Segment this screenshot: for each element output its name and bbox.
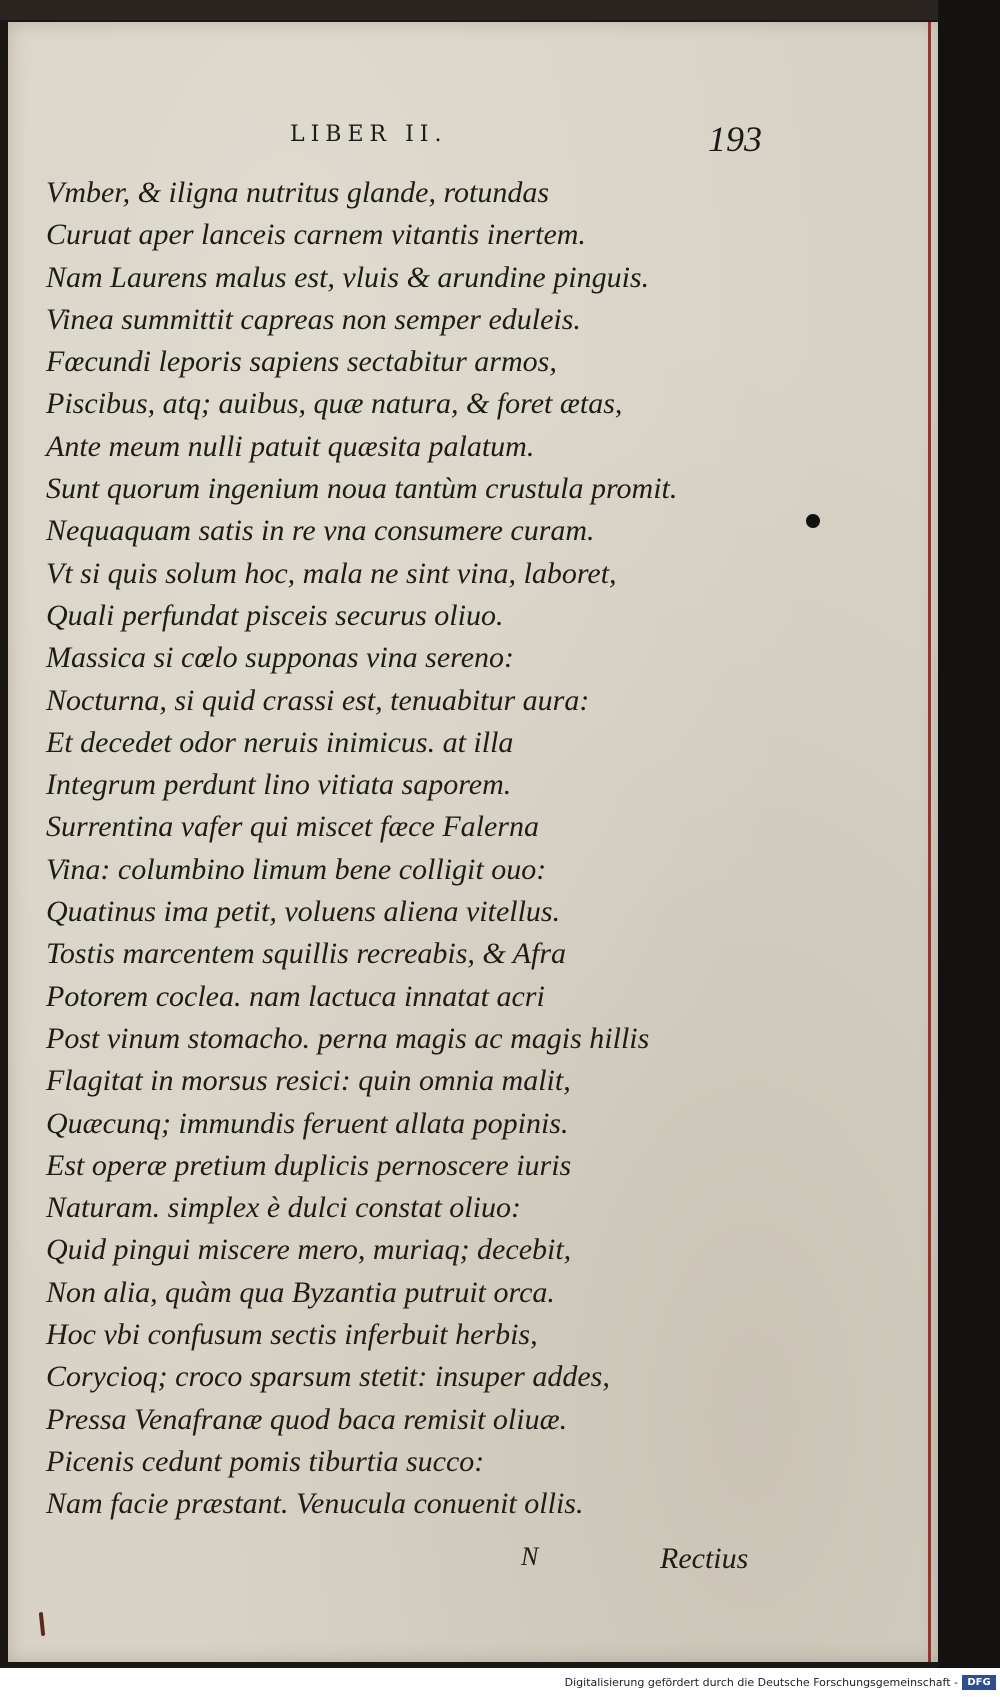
verse-line: Corycioq; croco sparsum stetit: insuper addes, bbox=[46, 1360, 610, 1394]
scan-right-edge bbox=[938, 0, 1000, 1668]
verse-line: Nam facie præstant. Venucula conuenit ollis. bbox=[46, 1487, 584, 1521]
catchword: Rectius bbox=[660, 1542, 749, 1575]
verse-line: Vinea summittit capreas non semper eduleis. bbox=[46, 302, 581, 336]
verse-line: Quali perfundat pisceis securus oliuo. bbox=[46, 598, 504, 632]
verse-line: Integrum perdunt lino vitiata saporem. bbox=[46, 768, 512, 802]
verse-line: Pressa Venafranæ quod baca remisit oliuæ. bbox=[46, 1402, 568, 1436]
page-footer bbox=[8, 1542, 938, 1586]
verse-line: Quatinus ima petit, voluens aliena vitellus. bbox=[46, 895, 561, 929]
verse-line: Ante meum nulli patuit quæsita palatum. bbox=[46, 429, 535, 463]
verse-line: Fœcundi leporis sapiens sectabitur armos, bbox=[46, 345, 557, 379]
verse-line: Et decedet odor neruis inimicus. at illa bbox=[46, 725, 514, 759]
margin-mark bbox=[39, 1612, 45, 1636]
verse-line: Post vinum stomacho. perna magis ac magis hillis bbox=[46, 1021, 650, 1055]
verse-line: Vmber, & iligna nutritus glande, rotundas bbox=[46, 176, 550, 209]
verse-line: Hoc vbi confusum sectis inferbuit herbis, bbox=[46, 1318, 538, 1352]
scan-top-edge bbox=[0, 0, 1000, 20]
ink-dot bbox=[806, 514, 820, 528]
signature-mark: N bbox=[521, 1542, 539, 1571]
credit-text: Digitalisierung gefördert durch die Deutsche Forschungsgemeinschaft - bbox=[564, 1676, 958, 1689]
verse-line: Nam Laurens malus est, vluis & arundine pinguis. bbox=[46, 260, 650, 294]
verse-line: Curuat aper lanceis carnem vitantis inertem. bbox=[46, 218, 586, 252]
verse-line: Est operæ pretium duplicis pernoscere iuris bbox=[46, 1148, 572, 1182]
verse-line: Quæcunq; immundis feruent allata popinis. bbox=[46, 1106, 569, 1140]
page-edge-line bbox=[928, 22, 931, 1662]
page-header bbox=[8, 119, 938, 162]
verse-line: Potorem coclea. nam lactuca innatat acri bbox=[46, 979, 545, 1013]
dfg-logo: DFG bbox=[962, 1675, 996, 1690]
verse-line: Flagitat in morsus resici: quin omnia malit, bbox=[46, 1064, 571, 1098]
verse-block bbox=[46, 172, 926, 1526]
verse-line: Nocturna, si quid crassi est, tenuabitur aura: bbox=[46, 683, 590, 717]
verse-line: Surrentina vafer qui miscet fæce Falerna bbox=[46, 810, 539, 844]
verse-line: Picenis cedunt pomis tiburtia succo: bbox=[46, 1444, 485, 1478]
book-page bbox=[8, 22, 938, 1662]
verse-line: Vina: columbino limum bene colligit ouo: bbox=[46, 852, 547, 886]
credit-bar bbox=[0, 1668, 1000, 1697]
running-head: LIBER II. bbox=[290, 122, 448, 147]
verse-line: Non alia, quàm qua Byzantia putruit orca. bbox=[46, 1275, 555, 1309]
page-number: 193 bbox=[708, 119, 762, 159]
verse-line: Nequaquam satis in re vna consumere curam. bbox=[46, 514, 595, 548]
verse-line: Vt si quis solum hoc, mala ne sint vina, laboret, bbox=[46, 556, 617, 590]
verse-line: Tostis marcentem squillis recreabis, & Afra bbox=[46, 937, 567, 971]
verse-line: Massica si cœlo supponas vina sereno: bbox=[46, 641, 515, 675]
verse-line: Sunt quorum ingenium noua tantùm crustula promit. bbox=[46, 472, 678, 506]
verse-line: Piscibus, atq; auibus, quæ natura, & foret ætas, bbox=[46, 387, 623, 421]
verse-line: Quid pingui miscere mero, muriaq; decebit, bbox=[46, 1233, 572, 1267]
verse-line: Naturam. simplex è dulci constat oliuo: bbox=[46, 1191, 521, 1225]
